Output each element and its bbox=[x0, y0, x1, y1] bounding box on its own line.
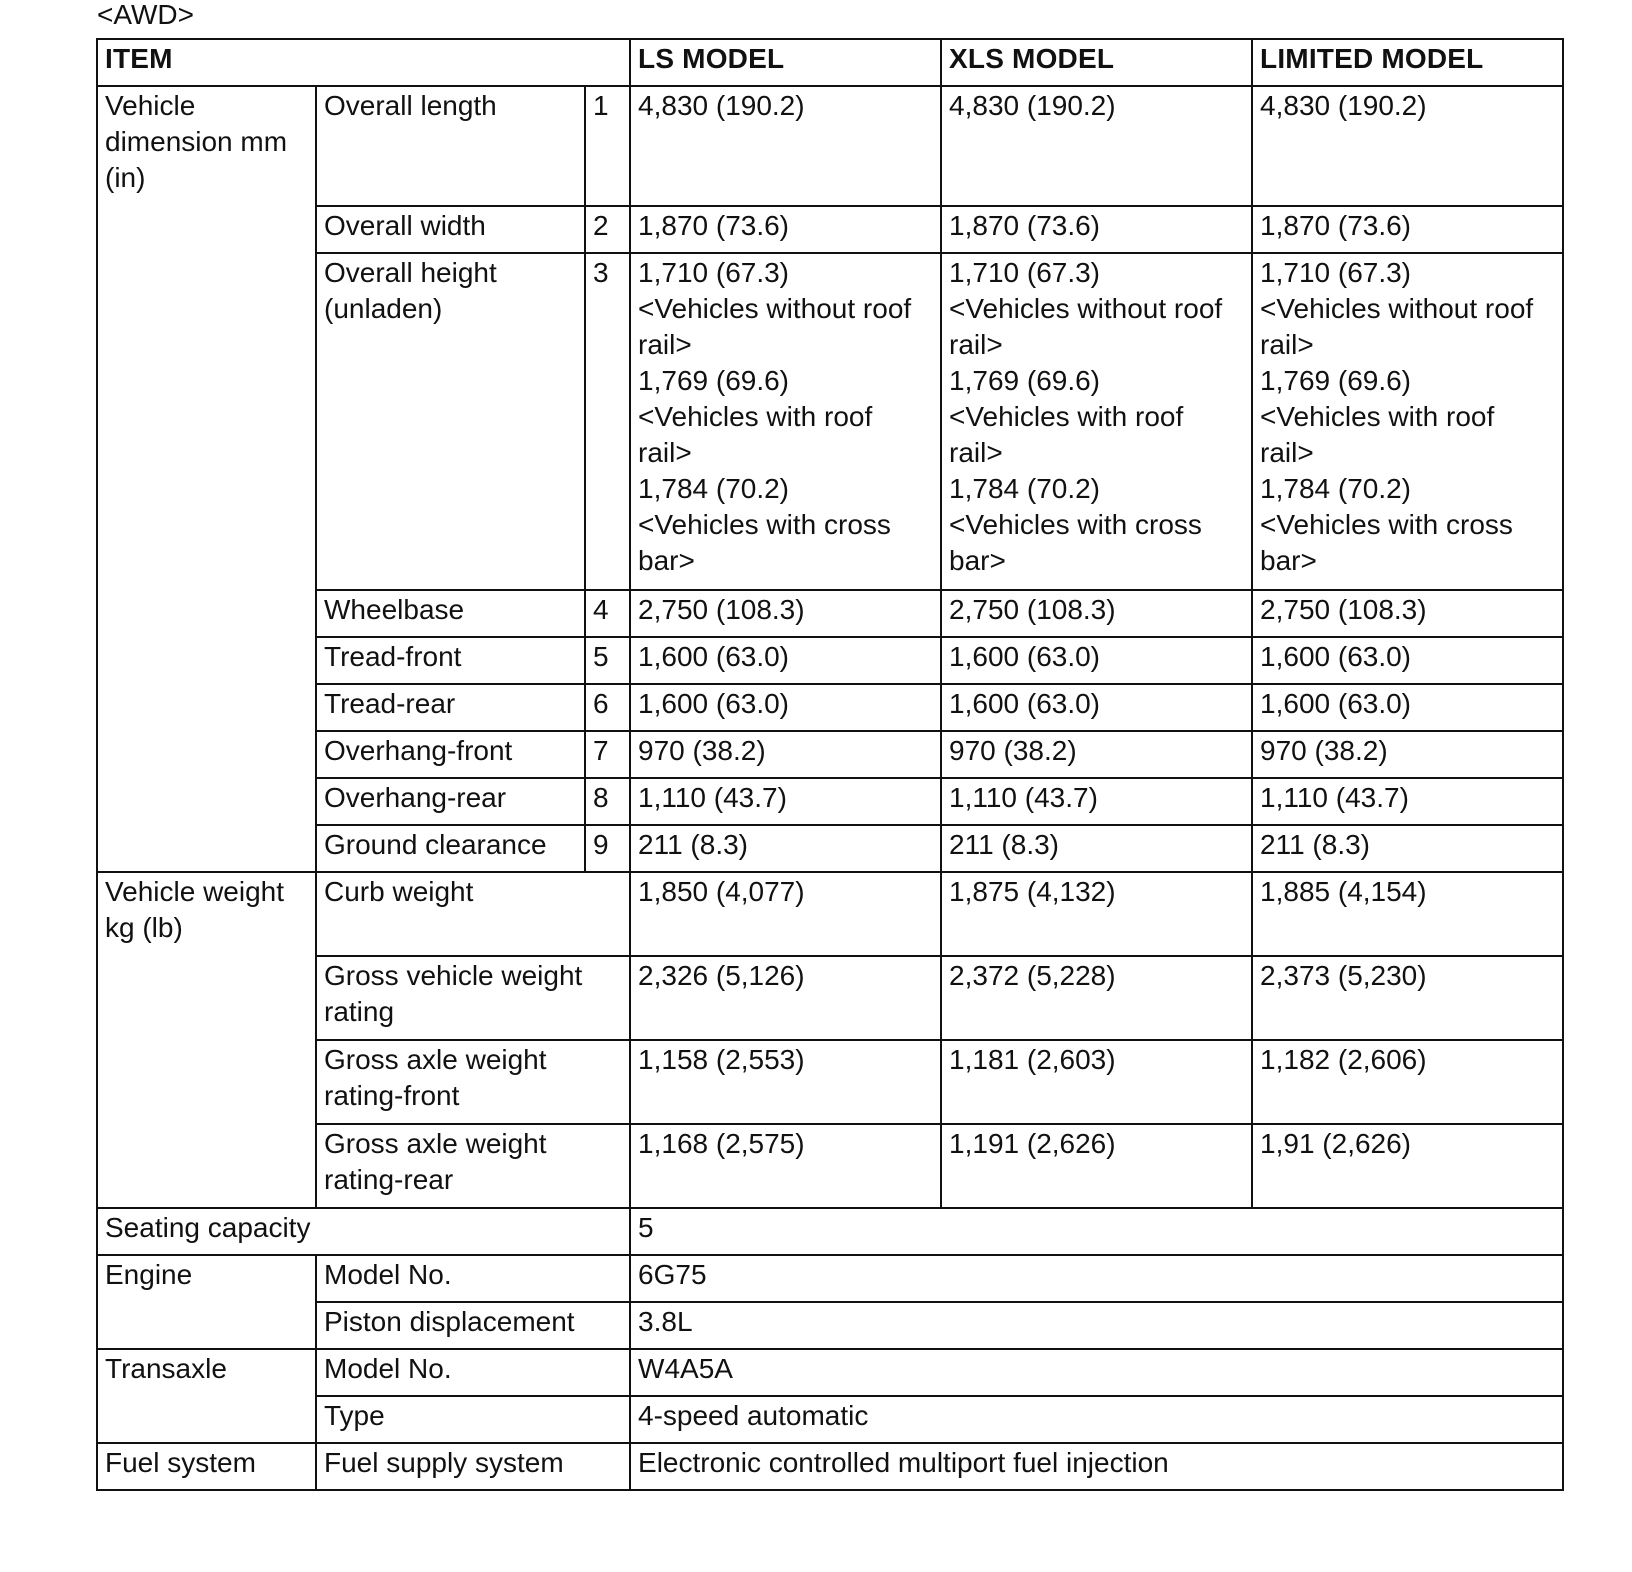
header-row bbox=[97, 39, 1563, 86]
cell-xls: 1,181 (2,603) bbox=[941, 1040, 1252, 1124]
table-row bbox=[97, 206, 1563, 253]
cell-limited: 211 (8.3) bbox=[1252, 825, 1563, 872]
row-number: 8 bbox=[585, 778, 630, 825]
table-row bbox=[97, 1349, 1563, 1396]
cell-limited: 2,373 (5,230) bbox=[1252, 956, 1563, 1040]
height-value: 1,784 (70.2) bbox=[949, 473, 1101, 504]
header-item: ITEM bbox=[97, 39, 630, 86]
group-label-weight: Vehicle weight kg (lb) bbox=[97, 872, 316, 1208]
row-label: Gross axle weight rating-front bbox=[316, 1040, 630, 1124]
table-row bbox=[97, 778, 1563, 825]
cell-value: 4-speed automatic bbox=[630, 1396, 1563, 1443]
cell-value: 3.8L bbox=[630, 1302, 1563, 1349]
cell-ls: 1,600 (63.0) bbox=[630, 637, 941, 684]
height-condition: <Vehicles without roof rail> bbox=[1260, 293, 1534, 360]
specifications-table bbox=[96, 38, 1564, 1491]
row-label: Type bbox=[316, 1396, 630, 1443]
cell-limited: 2,750 (108.3) bbox=[1252, 590, 1563, 637]
height-value: 1,769 (69.6) bbox=[1260, 365, 1412, 396]
table-row bbox=[97, 731, 1563, 778]
row-number: 7 bbox=[585, 731, 630, 778]
cell-limited: 4,830 (190.2) bbox=[1252, 86, 1563, 206]
height-value: 1,710 (67.3) bbox=[1260, 257, 1412, 288]
cell-ls: 1,110 (43.7) bbox=[630, 778, 941, 825]
cell-ls: 1,600 (63.0) bbox=[630, 684, 941, 731]
cell-ls: 1,158 (2,553) bbox=[630, 1040, 941, 1124]
table-row bbox=[97, 1208, 1563, 1255]
header-limited-model: LIMITED MODEL bbox=[1252, 39, 1563, 86]
row-label: Curb weight bbox=[316, 872, 630, 956]
table-row bbox=[97, 253, 1563, 590]
height-condition: <Vehicles with cross bar> bbox=[949, 509, 1202, 576]
group-label-engine: Engine bbox=[97, 1255, 316, 1349]
section-title: <AWD> bbox=[97, 0, 194, 30]
row-label: Overhang-rear bbox=[316, 778, 585, 825]
table-row bbox=[97, 86, 1563, 206]
row-label: Seating capacity bbox=[97, 1208, 630, 1255]
group-label-transaxle: Transaxle bbox=[97, 1349, 316, 1443]
cell-limited: 1,110 (43.7) bbox=[1252, 778, 1563, 825]
row-label: Tread-front bbox=[316, 637, 585, 684]
cell-ls: 1,168 (2,575) bbox=[630, 1124, 941, 1208]
cell-limited: 1,182 (2,606) bbox=[1252, 1040, 1563, 1124]
cell-value: Electronic controlled multiport fuel injection bbox=[630, 1443, 1563, 1490]
height-value: 1,710 (67.3) bbox=[949, 257, 1101, 288]
cell-ls: 4,830 (190.2) bbox=[630, 86, 941, 206]
height-condition: <Vehicles with roof rail> bbox=[949, 401, 1184, 468]
row-number: 1 bbox=[585, 86, 630, 206]
cell-limited: 1,885 (4,154) bbox=[1252, 872, 1563, 956]
cell-limited: 1,870 (73.6) bbox=[1252, 206, 1563, 253]
table-row bbox=[97, 1443, 1563, 1490]
row-number: 9 bbox=[585, 825, 630, 872]
table-row bbox=[97, 1396, 1563, 1443]
table-row bbox=[97, 684, 1563, 731]
header-ls-model: LS MODEL bbox=[630, 39, 941, 86]
cell-xls: 2,750 (108.3) bbox=[941, 590, 1252, 637]
row-label: Model No. bbox=[316, 1349, 630, 1396]
cell-xls: 1,191 (2,626) bbox=[941, 1124, 1252, 1208]
row-label: Piston displacement bbox=[316, 1302, 630, 1349]
height-value: 1,769 (69.6) bbox=[949, 365, 1101, 396]
table-row bbox=[97, 1302, 1563, 1349]
row-label: Ground clearance bbox=[316, 825, 585, 872]
table-row bbox=[97, 590, 1563, 637]
table-row bbox=[97, 1124, 1563, 1208]
height-condition: <Vehicles without roof rail> bbox=[638, 293, 912, 360]
row-label: Tread-rear bbox=[316, 684, 585, 731]
group-label-fuel: Fuel system bbox=[97, 1443, 316, 1490]
row-label: Model No. bbox=[316, 1255, 630, 1302]
cell-ls bbox=[630, 253, 941, 590]
table-row bbox=[97, 1255, 1563, 1302]
cell-limited: 1,600 (63.0) bbox=[1252, 684, 1563, 731]
cell-ls: 211 (8.3) bbox=[630, 825, 941, 872]
height-value: 1,784 (70.2) bbox=[1260, 473, 1412, 504]
cell-ls: 2,750 (108.3) bbox=[630, 590, 941, 637]
height-condition: <Vehicles with roof rail> bbox=[1260, 401, 1495, 468]
row-number: 2 bbox=[585, 206, 630, 253]
cell-xls: 211 (8.3) bbox=[941, 825, 1252, 872]
table-row bbox=[97, 637, 1563, 684]
row-label: Fuel supply system bbox=[316, 1443, 630, 1490]
table-row bbox=[97, 825, 1563, 872]
row-label: Wheelbase bbox=[316, 590, 585, 637]
cell-xls: 1,600 (63.0) bbox=[941, 637, 1252, 684]
row-number: 3 bbox=[585, 253, 630, 590]
height-value: 1,769 (69.6) bbox=[638, 365, 790, 396]
cell-value: 6G75 bbox=[630, 1255, 1563, 1302]
cell-xls: 2,372 (5,228) bbox=[941, 956, 1252, 1040]
height-value: 1,710 (67.3) bbox=[638, 257, 790, 288]
cell-xls bbox=[941, 253, 1252, 590]
cell-ls: 1,850 (4,077) bbox=[630, 872, 941, 956]
height-value: 1,784 (70.2) bbox=[638, 473, 790, 504]
table-row bbox=[97, 1040, 1563, 1124]
cell-xls: 4,830 (190.2) bbox=[941, 86, 1252, 206]
row-label: Gross axle weight rating-rear bbox=[316, 1124, 630, 1208]
cell-value: 5 bbox=[630, 1208, 1563, 1255]
row-label: Overall width bbox=[316, 206, 585, 253]
cell-xls: 1,875 (4,132) bbox=[941, 872, 1252, 956]
cell-xls: 1,110 (43.7) bbox=[941, 778, 1252, 825]
row-label: Gross vehicle weight rating bbox=[316, 956, 630, 1040]
height-condition: <Vehicles with cross bar> bbox=[638, 509, 891, 576]
cell-value: W4A5A bbox=[630, 1349, 1563, 1396]
row-number: 5 bbox=[585, 637, 630, 684]
group-label-dimension: Vehicle dimension mm (in) bbox=[97, 86, 316, 872]
row-number: 4 bbox=[585, 590, 630, 637]
cell-ls: 1,870 (73.6) bbox=[630, 206, 941, 253]
cell-xls: 970 (38.2) bbox=[941, 731, 1252, 778]
cell-ls: 970 (38.2) bbox=[630, 731, 941, 778]
cell-ls: 2,326 (5,126) bbox=[630, 956, 941, 1040]
table-row bbox=[97, 956, 1563, 1040]
cell-xls: 1,600 (63.0) bbox=[941, 684, 1252, 731]
table-row bbox=[97, 872, 1563, 956]
cell-limited: 1,600 (63.0) bbox=[1252, 637, 1563, 684]
row-label: Overhang-front bbox=[316, 731, 585, 778]
cell-limited: 1,91 (2,626) bbox=[1252, 1124, 1563, 1208]
cell-limited bbox=[1252, 253, 1563, 590]
cell-limited: 970 (38.2) bbox=[1252, 731, 1563, 778]
height-condition: <Vehicles with cross bar> bbox=[1260, 509, 1513, 576]
cell-xls: 1,870 (73.6) bbox=[941, 206, 1252, 253]
row-label: Overall height (unladen) bbox=[316, 253, 585, 590]
height-condition: <Vehicles without roof rail> bbox=[949, 293, 1223, 360]
row-label: Overall length bbox=[316, 86, 585, 206]
height-condition: <Vehicles with roof rail> bbox=[638, 401, 873, 468]
header-xls-model: XLS MODEL bbox=[941, 39, 1252, 86]
row-number: 6 bbox=[585, 684, 630, 731]
